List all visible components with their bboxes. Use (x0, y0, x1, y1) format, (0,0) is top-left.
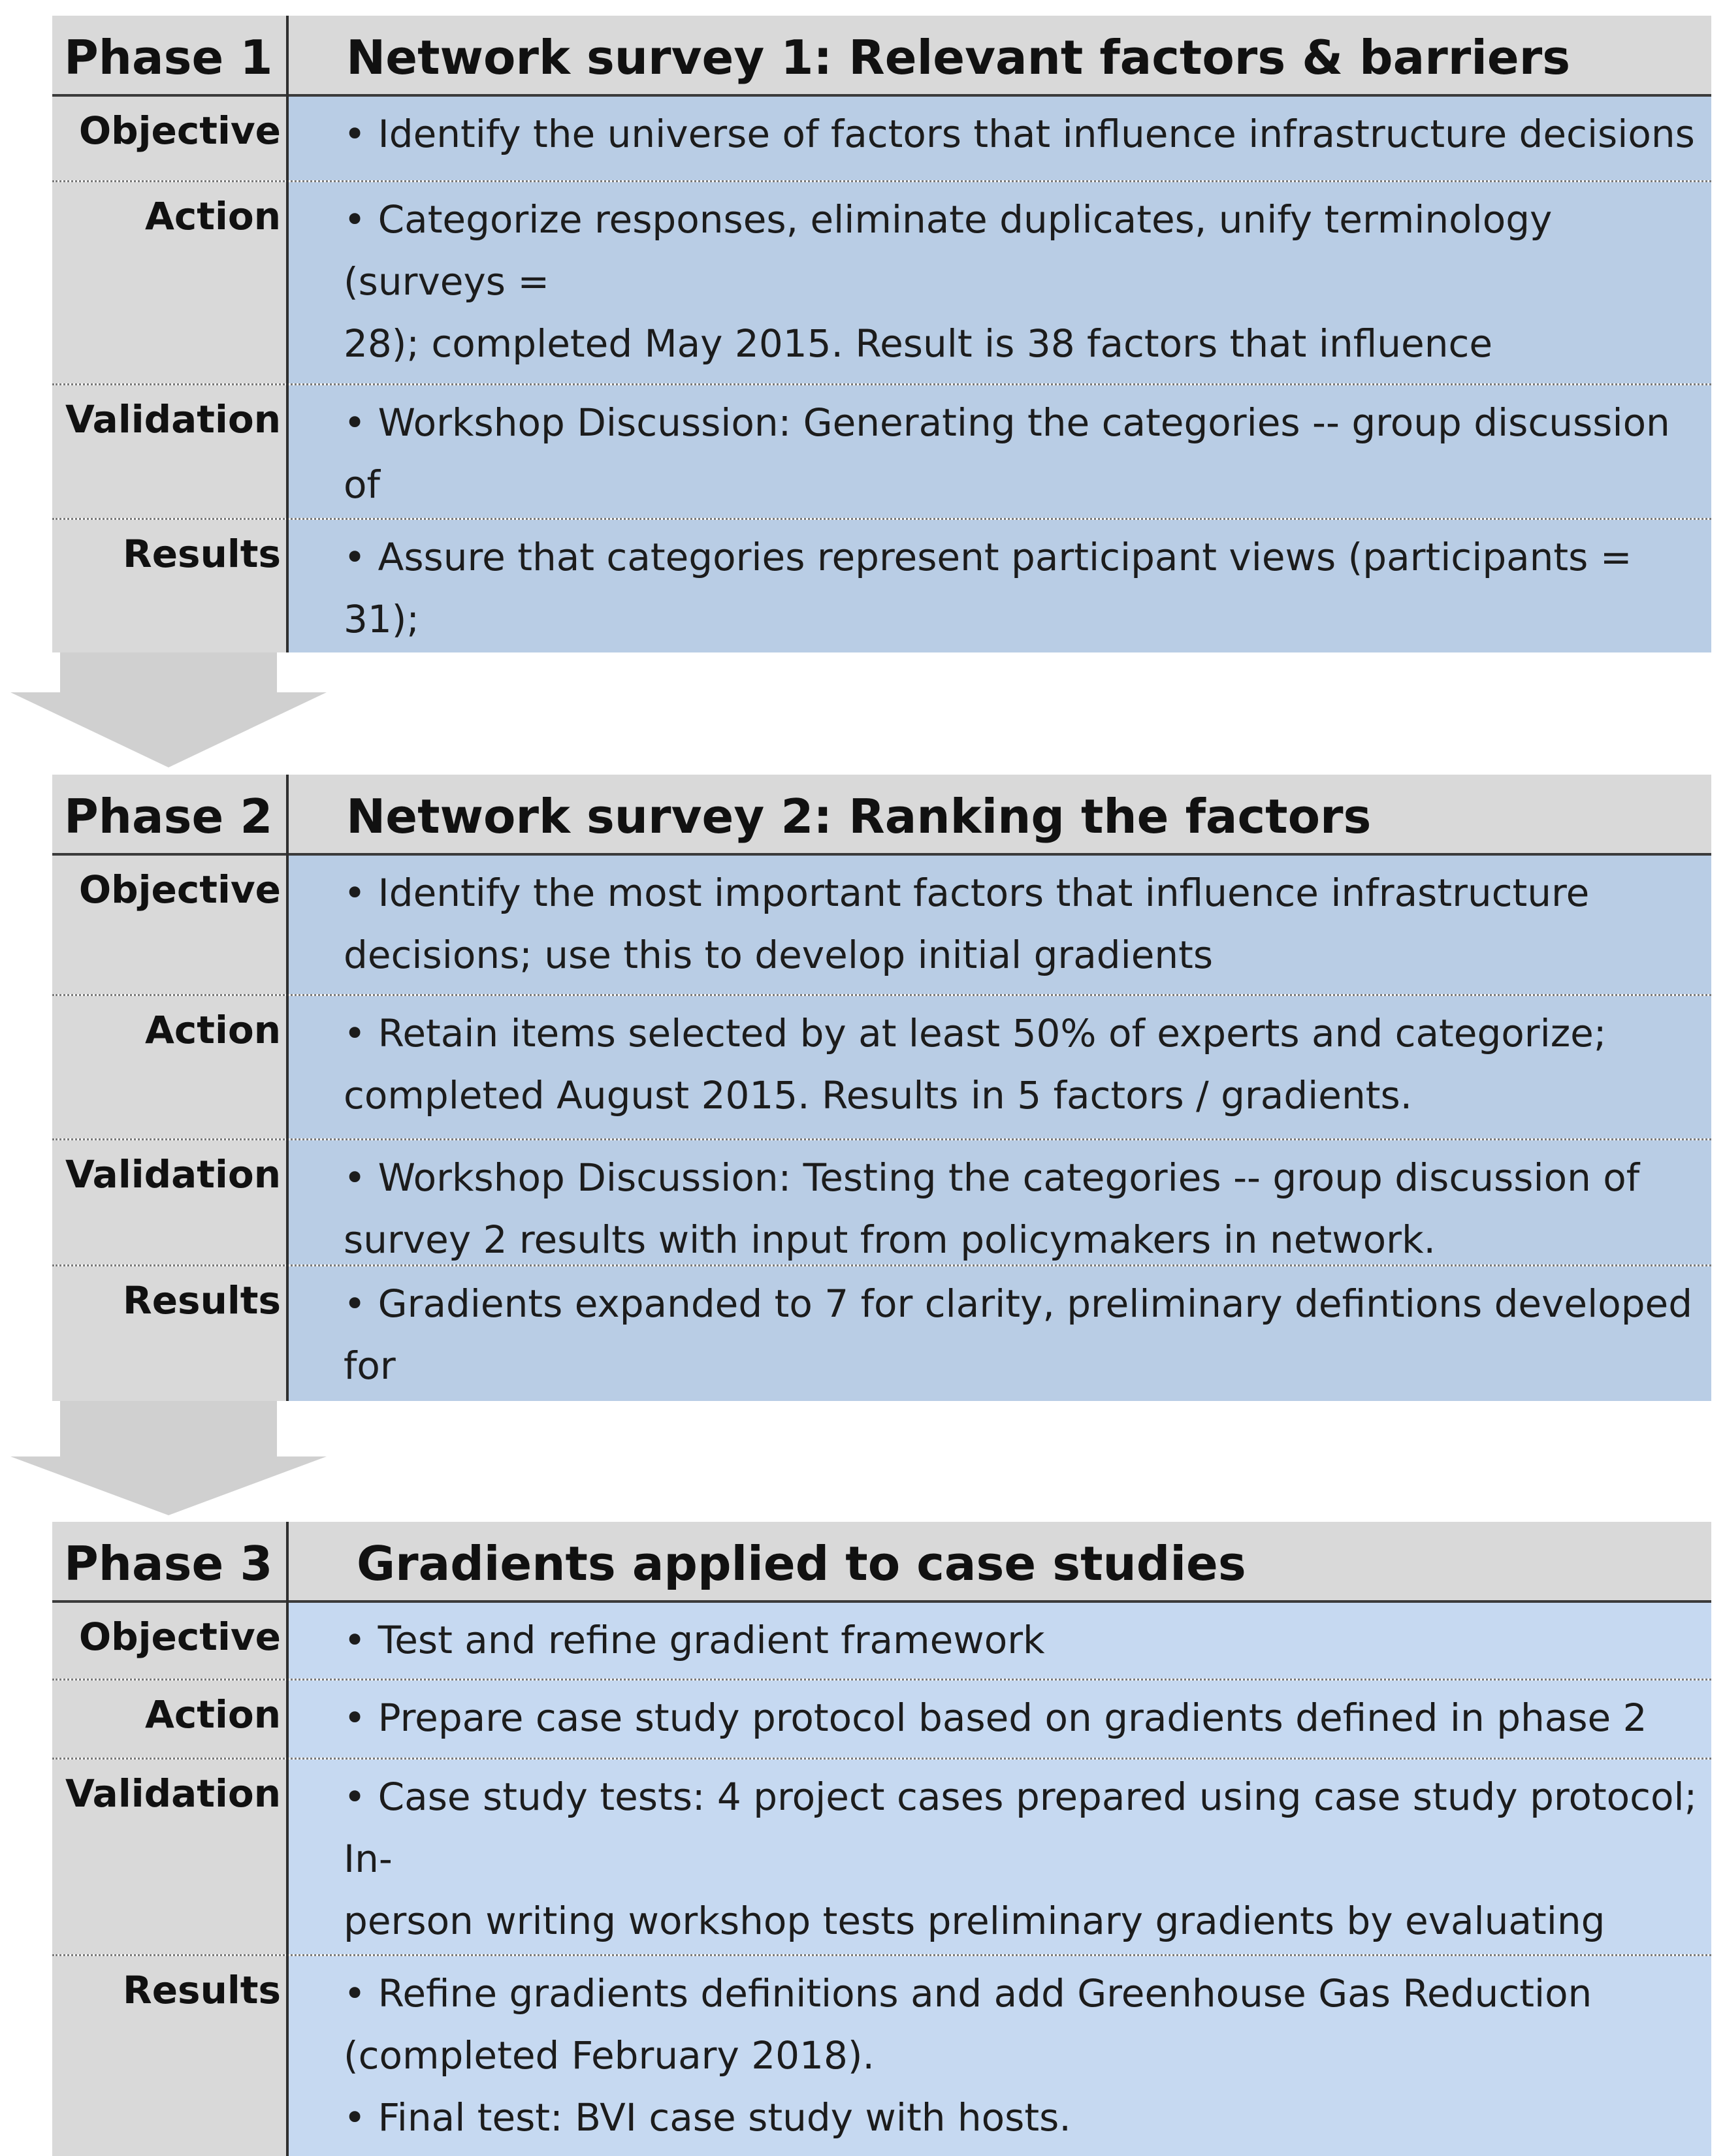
row-text: • Gradients expanded to 7 for clarity, preliminary defintions developed for (289, 1266, 1711, 1401)
row-label: Results (52, 1956, 286, 2156)
phase-header (52, 775, 1711, 856)
row-text: • Assure that categories represent participant views (participants = 31); (289, 520, 1711, 652)
row-label: Objective (52, 856, 286, 994)
row-label: Objective (52, 1603, 286, 1679)
phase-title: Gradients applied to case studies (357, 1536, 1246, 1591)
row-results (52, 518, 1711, 652)
arrow-phase2-to-phase3 (10, 1385, 327, 1515)
row-text: • Case study tests: 4 project cases prepared using case study protocol; In- person writing workshop tests preliminary gradients by evaluating (289, 1760, 1711, 1954)
row-text: • Workshop Discussion: Testing the categories -- group discussion of survey 2 results with input from policymakers in network. (289, 1140, 1711, 1264)
row-label: Validation (52, 385, 286, 518)
phase-header (52, 1522, 1711, 1603)
row-validation (52, 1758, 1711, 1954)
row-objective (52, 856, 1711, 994)
row-label: Action (52, 182, 286, 383)
row-validation (52, 1138, 1711, 1264)
phase-2-block (52, 775, 1711, 1401)
row-label: Validation (52, 1760, 286, 1954)
column-divider (286, 16, 289, 652)
row-text: • Refine gradients definitions and add Greenhouse Gas Reduction (completed February 2018). • Final test: BVI case study with hosts. (289, 1956, 1711, 2156)
phase-header (52, 16, 1711, 97)
phase-title: Network survey 2: Ranking the factors (346, 789, 1372, 844)
row-objective (52, 1603, 1711, 1679)
row-label: Validation (52, 1140, 286, 1264)
row-text: • Test and refine gradient framework (289, 1603, 1711, 1679)
phase-number: Phase 3 (64, 1536, 273, 1591)
row-validation (52, 383, 1711, 518)
row-objective (52, 97, 1711, 180)
row-text: • Retain items selected by at least 50% of experts and categorize; completed August 2015. Results in 5 factors / gradients. (289, 996, 1711, 1138)
row-action (52, 994, 1711, 1138)
phase-number: Phase 2 (64, 789, 273, 844)
column-divider (286, 775, 289, 1401)
phase-number: Phase 1 (64, 30, 273, 85)
row-label: Action (52, 1681, 286, 1758)
row-text: • Prepare case study protocol based on gradients defined in phase 2 (289, 1681, 1711, 1758)
column-divider (286, 1522, 289, 2156)
row-results (52, 1264, 1711, 1401)
phase-3-block (52, 1522, 1711, 2156)
row-results (52, 1954, 1711, 2156)
row-text: • Categorize responses, eliminate duplicates, unify terminology (surveys = 28); completed May 2015. Result is 38 factors that influence (289, 182, 1711, 383)
row-label: Action (52, 996, 286, 1138)
row-label: Results (52, 1266, 286, 1401)
row-text: • Identify the most important factors that influence infrastructure decisions; use this to develop initial gradients (289, 856, 1711, 994)
phase-1-block (52, 16, 1711, 652)
arrow-phase1-to-phase2 (10, 640, 327, 771)
row-action (52, 1679, 1711, 1758)
row-text: • Workshop Discussion: Generating the categories -- group discussion of (289, 385, 1711, 518)
phase-title: Network survey 1: Relevant factors & barriers (346, 30, 1571, 85)
row-action (52, 180, 1711, 383)
row-text: • Identify the universe of factors that influence infrastructure decisions (289, 97, 1711, 180)
row-label: Results (52, 520, 286, 652)
row-label: Objective (52, 97, 286, 180)
